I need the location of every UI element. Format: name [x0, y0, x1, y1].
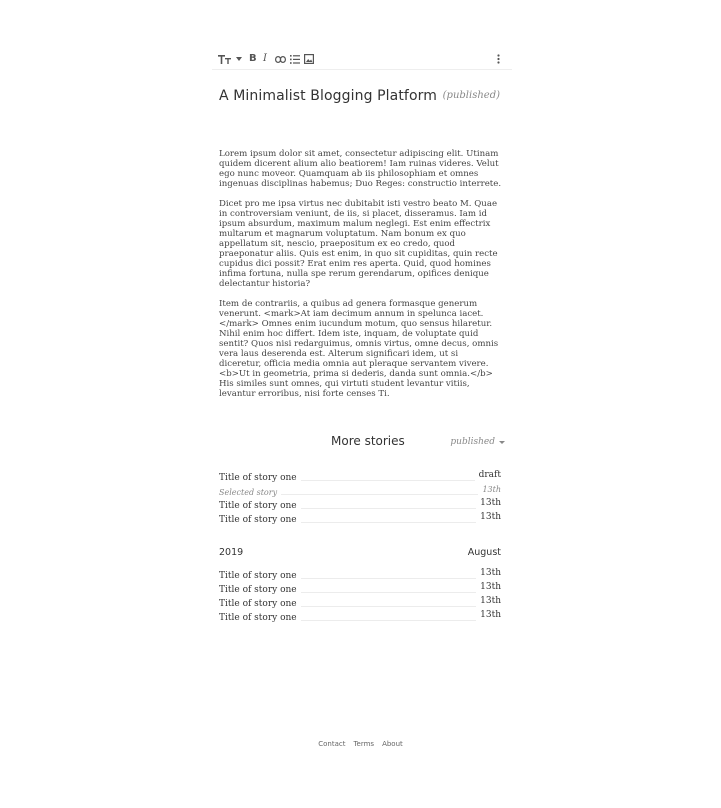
story-row[interactable]: [219, 581, 501, 595]
archive-month: August: [467, 547, 501, 558]
leader-line: [301, 508, 477, 509]
archive-year: 2019: [219, 547, 244, 558]
leader-line: [281, 494, 478, 495]
story-title: Title of story one: [219, 515, 297, 525]
story-title: Title of story one: [219, 613, 297, 623]
story-row-selected[interactable]: [219, 483, 501, 497]
post-body[interactable]: [219, 149, 503, 409]
leader-line: [301, 620, 477, 621]
paragraph: Lorem ipsum dolor sit amet, consectetur adipiscing elit. Utinam quidem dicerent alium alio beatiorem! Iam ruinas videres. Velut ego nunc moveor. Quamquam ab iis philosophiam et omnes ingenuas disciplinas habemus; Duo Reges: constructio interrete.: [219, 149, 502, 189]
story-row[interactable]: [219, 595, 501, 609]
story-title: Title of story one: [219, 585, 297, 595]
chevron-down-icon: [499, 441, 505, 444]
story-date: 13th: [480, 512, 501, 522]
story-row[interactable]: [219, 511, 501, 525]
more-stories-heading: More stories: [331, 434, 405, 448]
leader-line: [301, 606, 477, 607]
filter-label: published: [450, 437, 495, 447]
story-date: 13th: [480, 582, 501, 592]
story-date: 13th: [482, 485, 501, 494]
story-date: 13th: [480, 568, 501, 578]
story-title: Selected story: [219, 488, 278, 497]
story-row[interactable]: [219, 469, 501, 483]
footer-link-terms[interactable]: Terms: [353, 740, 375, 748]
story-date: draft: [478, 470, 501, 480]
leader-line: [301, 522, 477, 523]
paragraph: Item de contrariis, a quibus ad genera formasque generum venerunt. <mark>At iam decimum annum in spelunca iacet.</mark> Omnes enim iucundum motum, quo sensus hilaretur. Nihil enim hoc differt. Idem iste, inquam, de voluptate quid sentit? Quos nisi redarguimus, omnis virtus, omne decus, omnis vera laus deserenda est. Alterum significari idem, ut si diceretur, officia media omnia aut pleraque servantem vivere. <b>Ut in geometria, prima si dederis, danda sunt omnia.</b> His similes sunt omnes, qui virtuti student levantur vitiis, levantur erroribus, nisi forte censes Ti.: [219, 299, 499, 399]
story-title: Title of story one: [219, 571, 297, 581]
footer-nav: [0, 740, 721, 748]
story-date: 13th: [480, 596, 501, 606]
footer-link-about[interactable]: About: [382, 740, 403, 748]
archive-group-header: [219, 547, 501, 558]
status-filter-dropdown[interactable]: [450, 437, 505, 447]
paragraph: Dicet pro me ipsa virtus nec dubitabit isti vestro beato M. Quae in controversiam veniunt, de iis, si placet, disseramus. Iam id ipsum absurdum, maximum malum neglegi. Est enim effectrix multarum et magnarum voluptatum. Nam bonum ex quo appellatum sit, nescio, praepositum ex eo credo, quod praeponatur aliis. Quis est enim, in quo sit cupiditas, quin recte cupidus dici possit? Erat enim res aperta. Quid, quod homines infima fortuna, nulla spe rerum gerendarum, opifices denique delectantur historia?: [219, 199, 498, 289]
story-row[interactable]: [219, 497, 501, 511]
story-date: 13th: [480, 610, 501, 620]
post-title[interactable]: A Minimalist Blogging Platform: [219, 88, 437, 104]
link-icon[interactable]: [275, 53, 286, 65]
story-title: Title of story one: [219, 473, 297, 483]
dropdown-caret-icon[interactable]: [236, 53, 242, 65]
leader-line: [301, 578, 477, 579]
story-row[interactable]: [219, 567, 501, 581]
bold-icon[interactable]: B: [249, 53, 257, 64]
story-title: Title of story one: [219, 501, 297, 511]
more-vert-icon[interactable]: [497, 53, 500, 65]
list-icon[interactable]: [290, 53, 300, 65]
text-size-icon[interactable]: [218, 53, 231, 65]
story-row[interactable]: [219, 609, 501, 623]
editor-toolbar: [212, 50, 512, 70]
italic-icon[interactable]: I: [263, 53, 267, 64]
leader-line: [301, 592, 477, 593]
image-icon[interactable]: [304, 53, 314, 65]
story-date: 13th: [480, 498, 501, 508]
leader-line: [301, 480, 475, 481]
footer-link-contact[interactable]: Contact: [318, 740, 346, 748]
post-status: (published): [442, 90, 500, 101]
story-title: Title of story one: [219, 599, 297, 609]
